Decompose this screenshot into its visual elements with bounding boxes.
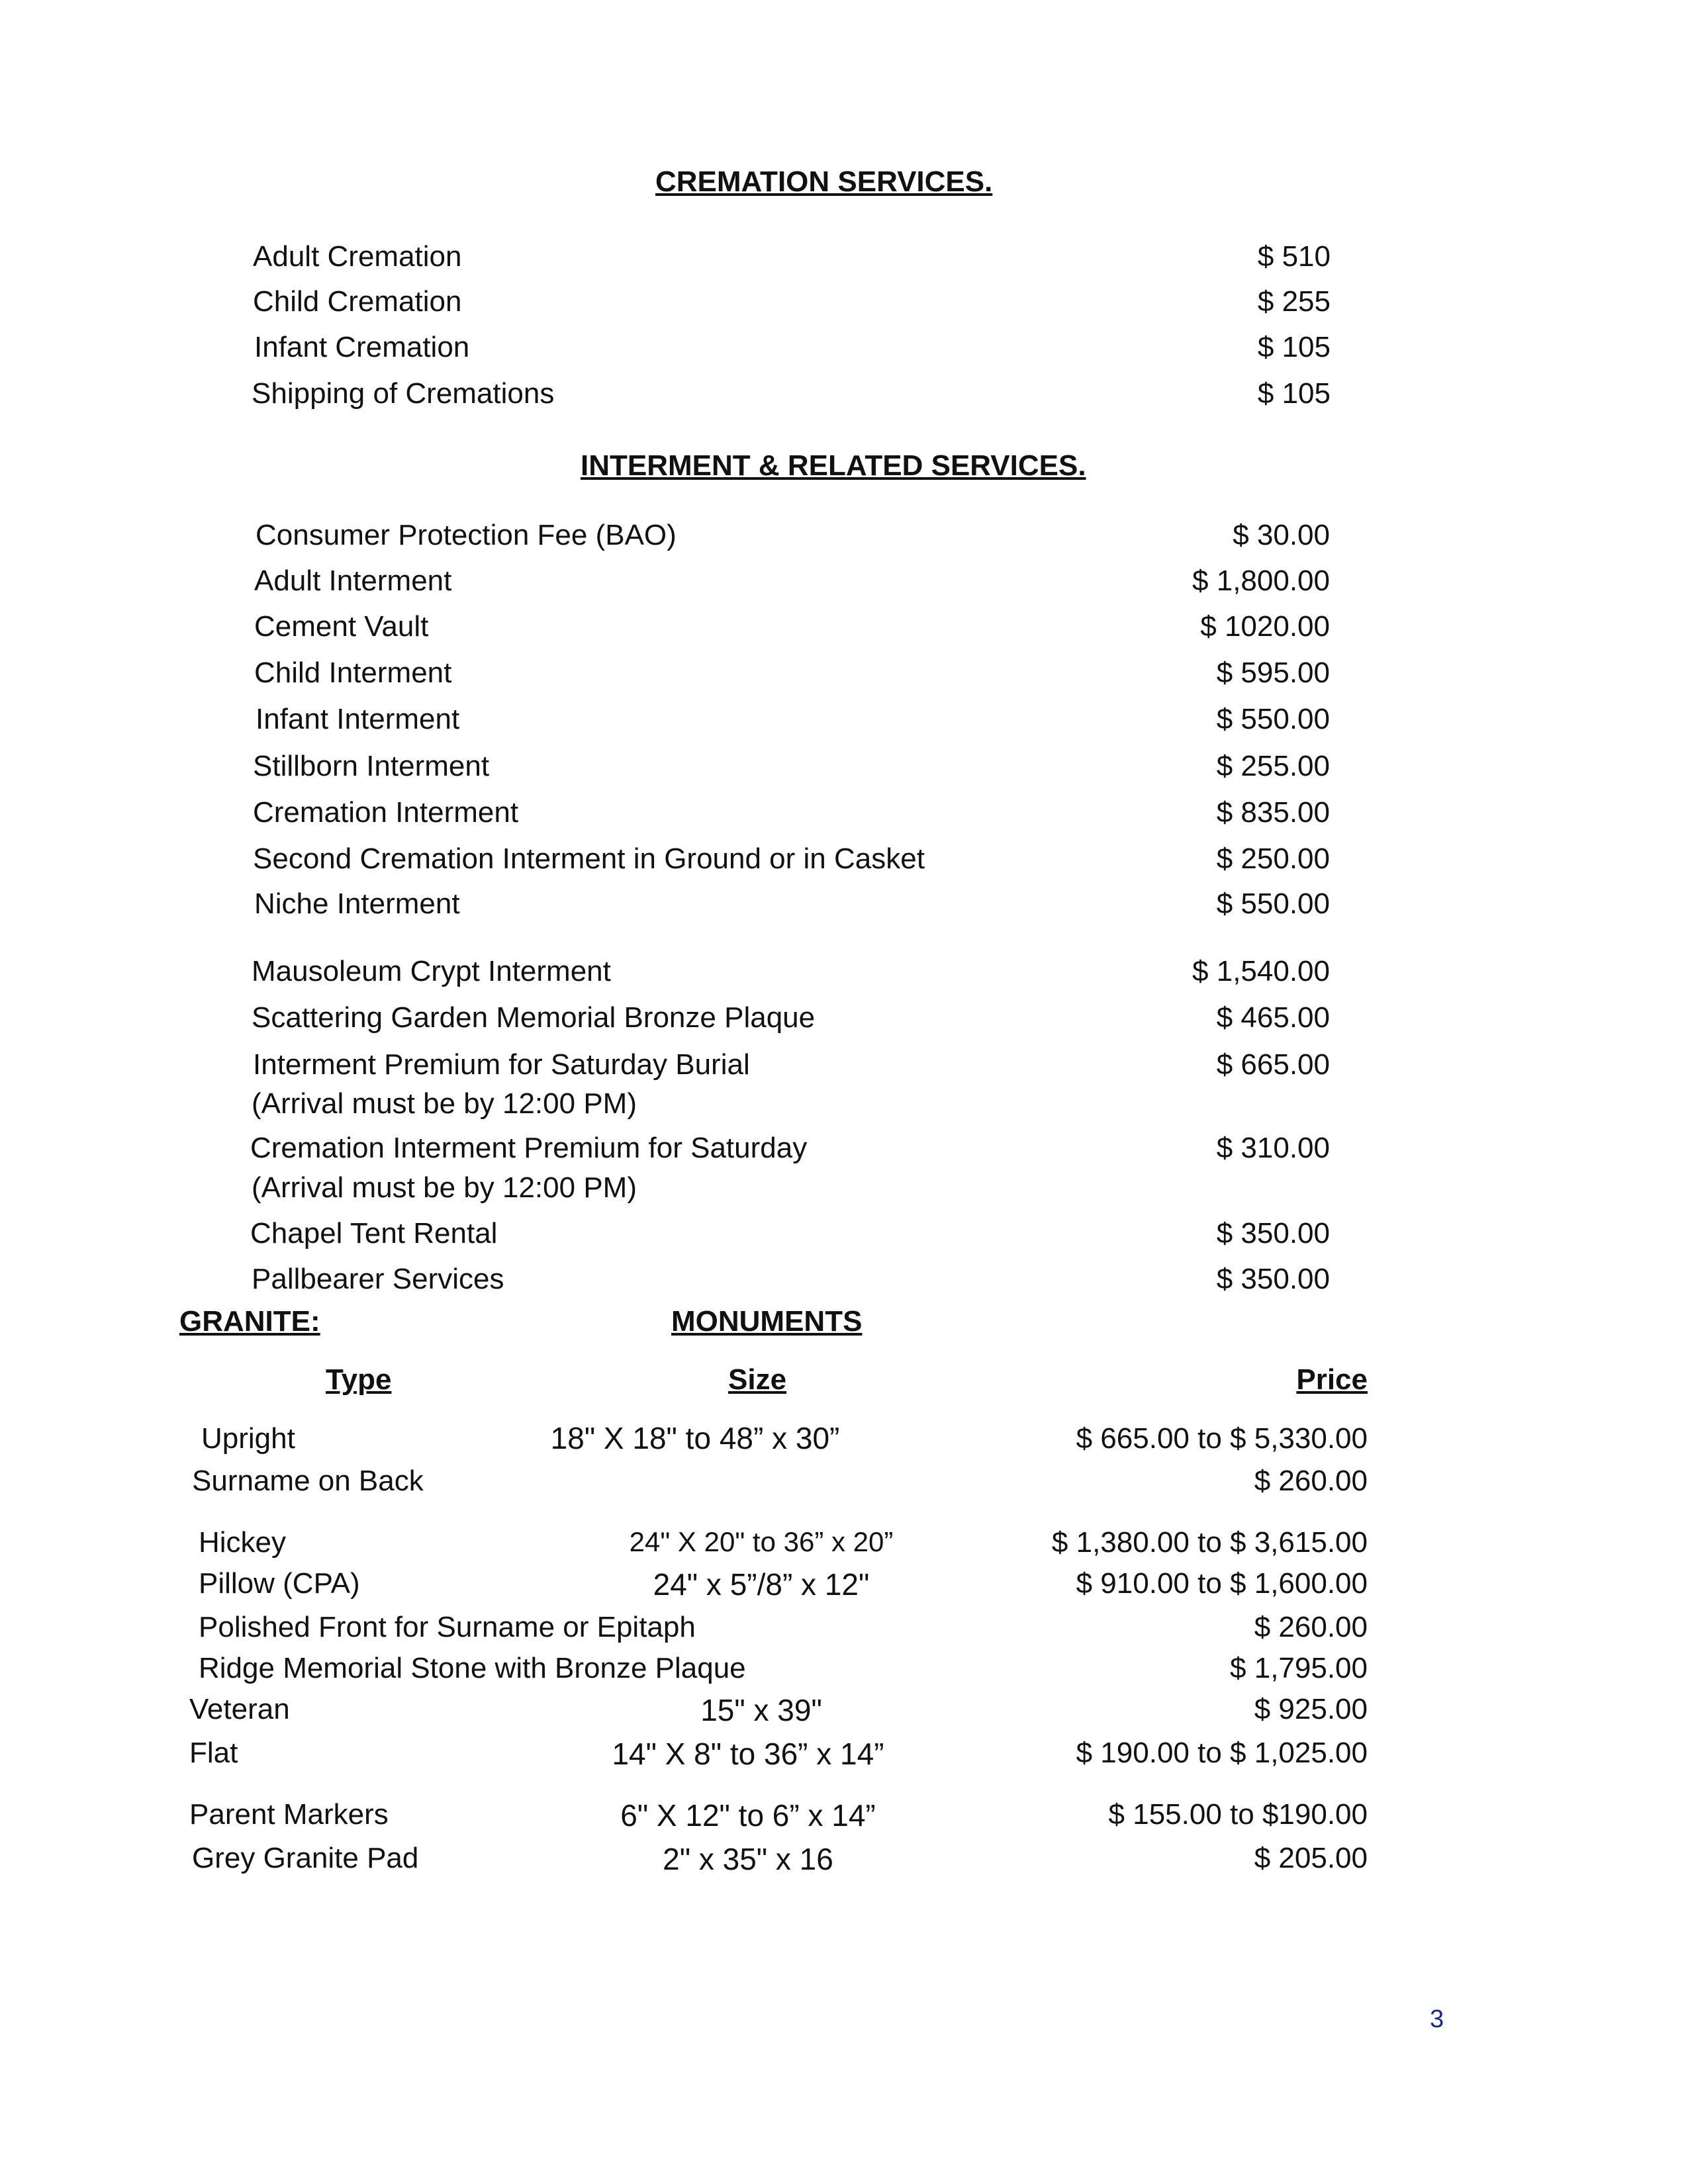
interment-item-price: $ 665.00 [1216, 1048, 1330, 1081]
cremation-item-label: Adult Cremation [253, 240, 462, 273]
monument-size: 24" X 20" to 36” x 20” [629, 1526, 894, 1557]
monument-price: $ 260.00 [1254, 1465, 1368, 1497]
interment-item-price: $ 550.00 [1216, 887, 1330, 920]
cremation-item-price: $ 105 [1257, 377, 1331, 410]
cremation-item-label: Infant Cremation [254, 331, 470, 363]
monument-price: $ 260.00 [1254, 1611, 1368, 1643]
column-header-price: Price [1296, 1363, 1368, 1396]
interment-item-price: $ 835.00 [1216, 796, 1330, 829]
column-header-type: Type [326, 1363, 392, 1396]
interment-item-price: $ 1020.00 [1200, 610, 1330, 643]
monument-price: $ 155.00 to $190.00 [1108, 1798, 1368, 1831]
monument-price: $ 925.00 [1254, 1693, 1368, 1725]
cremation-item-price: $ 510 [1257, 240, 1331, 273]
monument-price: $ 205.00 [1254, 1842, 1368, 1874]
interment-item-price: $ 550.00 [1216, 703, 1330, 735]
monument-price: $ 190.00 to $ 1,025.00 [1076, 1737, 1368, 1769]
interment-item-price: $ 350.00 [1216, 1263, 1330, 1295]
interment-item-label: Cement Vault [254, 610, 429, 643]
interment-item-price: $ 595.00 [1216, 657, 1330, 689]
interment-item-label: Mausoleum Crypt Interment [252, 955, 611, 987]
monument-type: Flat [189, 1737, 238, 1769]
monument-price: $ 1,795.00 [1230, 1652, 1368, 1684]
cremation-item-price: $ 255 [1257, 285, 1331, 318]
monument-type: Upright [201, 1422, 295, 1455]
interment-item-label: Chapel Tent Rental [250, 1217, 498, 1250]
interment-item-price: $ 310.00 [1216, 1132, 1330, 1164]
granite-heading: GRANITE: [179, 1305, 320, 1338]
monument-size: 2" x 35" x 16 [663, 1842, 833, 1876]
column-header-size: Size [728, 1363, 787, 1396]
monument-size: 6" X 12" to 6” x 14” [620, 1798, 876, 1833]
monument-type: Ridge Memorial Stone with Bronze Plaque [199, 1652, 746, 1684]
page-number: 3 [1430, 2005, 1444, 2033]
interment-item-price: $ 30.00 [1233, 519, 1330, 551]
monument-size: 14" X 8" to 36” x 14” [612, 1737, 884, 1771]
monument-type: Hickey [199, 1526, 287, 1559]
interment-item-price: $ 465.00 [1216, 1001, 1330, 1034]
interment-item-label: Pallbearer Services [252, 1263, 504, 1295]
cremation-heading: CREMATION SERVICES. [655, 165, 993, 198]
monument-type: Polished Front for Surname or Epitaph [199, 1611, 696, 1643]
monument-price: $ 665.00 to $ 5,330.00 [1076, 1422, 1368, 1455]
interment-item-price: $ 250.00 [1216, 842, 1330, 875]
interment-item-price: $ 1,800.00 [1192, 565, 1330, 597]
interment-item-label: Niche Interment [254, 887, 460, 920]
monument-type: Grey Granite Pad [192, 1842, 419, 1874]
interment-item-price: $ 1,540.00 [1192, 955, 1330, 987]
interment-item-note: (Arrival must be by 12:00 PM) [252, 1171, 637, 1204]
interment-item-price: $ 350.00 [1216, 1217, 1330, 1250]
interment-item-label: Cremation Interment Premium for Saturday [250, 1132, 808, 1164]
cremation-item-label: Shipping of Cremations [252, 377, 555, 410]
interment-item-label: Stillborn Interment [253, 750, 490, 782]
monument-type: Veteran [189, 1693, 290, 1725]
interment-item-label: Cremation Interment [253, 796, 519, 829]
monument-size: 24" x 5”/8” x 12" [653, 1567, 870, 1602]
interment-item-label: Child Interment [254, 657, 452, 689]
interment-item-label: Infant Interment [256, 703, 460, 735]
monument-price: $ 1,380.00 to $ 3,615.00 [1051, 1526, 1368, 1559]
interment-item-label: Interment Premium for Saturday Burial [253, 1048, 750, 1081]
interment-item-label: Scattering Garden Memorial Bronze Plaque [252, 1001, 816, 1034]
monument-size: 15" x 39" [700, 1693, 822, 1727]
monuments-heading: MONUMENTS [671, 1305, 863, 1338]
interment-item-label: Adult Interment [254, 565, 452, 597]
interment-heading: INTERMENT & RELATED SERVICES. [581, 449, 1086, 482]
interment-item-label: Second Cremation Interment in Ground or in Casket [253, 842, 925, 875]
monument-price: $ 910.00 to $ 1,600.00 [1076, 1567, 1368, 1600]
cremation-item-label: Child Cremation [253, 285, 462, 318]
monument-type: Parent Markers [189, 1798, 389, 1831]
interment-item-label: Consumer Protection Fee (BAO) [256, 519, 677, 551]
interment-item-price: $ 255.00 [1216, 750, 1330, 782]
monument-type: Pillow (CPA) [199, 1567, 360, 1600]
monument-type: Surname on Back [192, 1465, 424, 1497]
interment-item-note: (Arrival must be by 12:00 PM) [252, 1087, 637, 1120]
monument-size: 18" X 18" to 48” x 30” [550, 1421, 840, 1455]
cremation-item-price: $ 105 [1257, 331, 1331, 363]
